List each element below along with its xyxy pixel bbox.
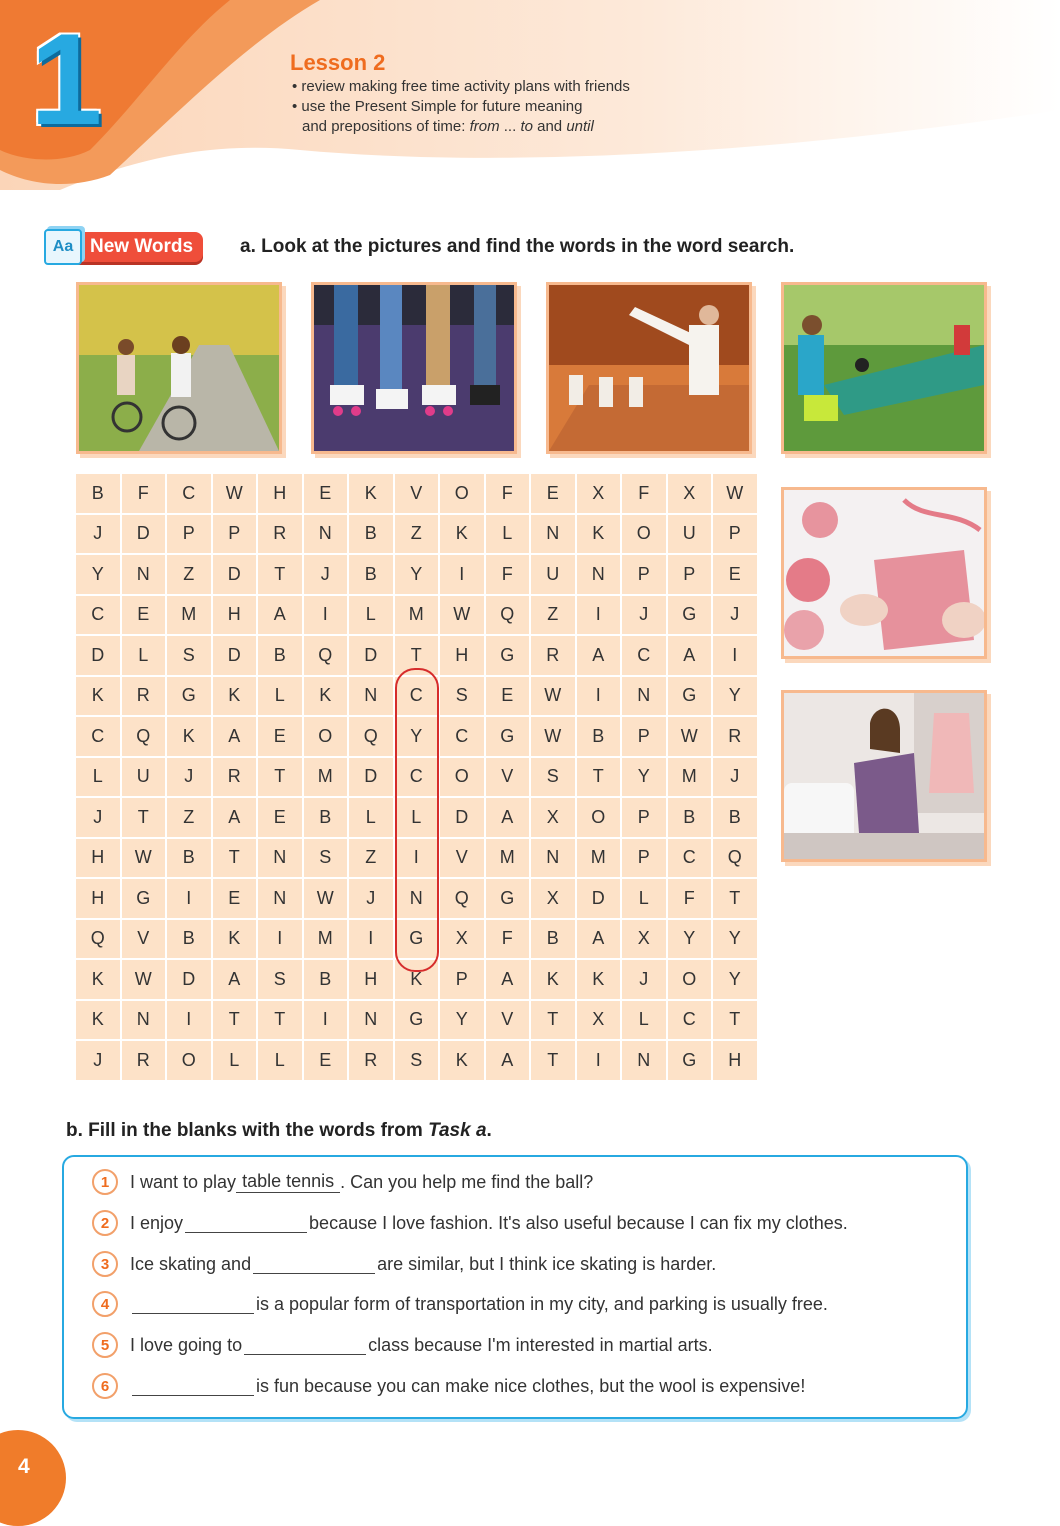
grid-cell[interactable]: J <box>349 879 393 918</box>
grid-cell[interactable]: N <box>349 677 393 716</box>
grid-cell[interactable]: S <box>440 677 484 716</box>
grid-cell[interactable]: Z <box>531 596 575 635</box>
grid-cell[interactable]: D <box>349 636 393 675</box>
grid-cell[interactable]: A <box>213 798 257 837</box>
grid-cell[interactable]: M <box>395 596 439 635</box>
grid-cell[interactable]: F <box>486 474 530 513</box>
sewing-photo <box>781 690 987 862</box>
fill-in-box <box>62 1155 968 1419</box>
grid-cell[interactable]: M <box>577 839 621 878</box>
task-b-instruction <box>66 1120 492 1142</box>
sentence-3 <box>92 1251 716 1277</box>
grid-cell[interactable]: V <box>440 839 484 878</box>
answer-blank[interactable] <box>253 1255 375 1274</box>
grid-cell[interactable]: D <box>76 636 120 675</box>
grid-cell[interactable]: O <box>167 1041 211 1080</box>
grid-cell[interactable]: R <box>531 636 575 675</box>
sentence-6 <box>92 1373 805 1399</box>
grid-cell[interactable]: X <box>440 920 484 959</box>
sentence-text: is a popular form of transportation in my city, and parking is usually free. <box>256 1293 828 1314</box>
sentence-text: I enjoy <box>130 1212 184 1233</box>
grid-cell[interactable]: K <box>440 515 484 554</box>
grid-cell[interactable]: Q <box>304 636 348 675</box>
cycling-photo <box>76 282 282 454</box>
grid-cell[interactable]: N <box>577 555 621 594</box>
grid-cell[interactable]: G <box>668 1041 712 1080</box>
grid-cell[interactable]: I <box>577 1041 621 1080</box>
grid-cell[interactable]: A <box>258 596 302 635</box>
grid-cell[interactable]: T <box>713 879 757 918</box>
grid-cell[interactable]: P <box>622 798 666 837</box>
grid-cell[interactable]: G <box>486 717 530 756</box>
grid-cell[interactable]: U <box>531 555 575 594</box>
sentence-1 <box>92 1169 593 1195</box>
grid-cell[interactable]: O <box>440 758 484 797</box>
grid-cell[interactable]: H <box>713 1041 757 1080</box>
grid-cell[interactable]: K <box>531 960 575 999</box>
grid-cell[interactable]: Q <box>349 717 393 756</box>
grid-cell[interactable]: A <box>577 920 621 959</box>
sentence-text: I love going to <box>130 1334 243 1355</box>
sentence-2 <box>92 1210 848 1236</box>
grid-cell[interactable]: P <box>440 960 484 999</box>
grid-cell[interactable]: E <box>213 879 257 918</box>
objective-1: • review making free time activity plans with friends <box>292 78 630 95</box>
grid-cell[interactable]: D <box>122 515 166 554</box>
grid-cell[interactable]: W <box>531 677 575 716</box>
grid-cell[interactable]: J <box>713 596 757 635</box>
task-a-instruction: a. Look at the pictures and find the words in the word search. <box>240 236 795 257</box>
grid-cell[interactable]: V <box>122 920 166 959</box>
knitting-photo <box>781 487 987 659</box>
grid-cell[interactable]: H <box>349 960 393 999</box>
answer-blank[interactable] <box>185 1214 307 1233</box>
grid-cell[interactable]: S <box>395 1041 439 1080</box>
grid-cell[interactable]: J <box>713 758 757 797</box>
item-number: 5 <box>92 1332 118 1358</box>
grid-cell[interactable]: M <box>167 596 211 635</box>
grid-cell[interactable]: T <box>213 1001 257 1040</box>
item-number: 6 <box>92 1373 118 1399</box>
grid-cell[interactable]: F <box>668 879 712 918</box>
task-b-prefix: b. Fill in the blanks with the words from <box>66 1120 429 1141</box>
grid-cell[interactable]: F <box>122 474 166 513</box>
roller-skating-photo <box>311 282 517 454</box>
word-circle-highlight <box>395 668 439 972</box>
grid-cell[interactable]: Z <box>167 555 211 594</box>
page-number-circle <box>0 1430 66 1526</box>
grid-cell[interactable]: G <box>395 1001 439 1040</box>
grid-cell[interactable]: N <box>349 1001 393 1040</box>
grid-cell[interactable]: B <box>258 636 302 675</box>
grid-cell[interactable]: E <box>304 474 348 513</box>
grid-cell[interactable]: I <box>713 636 757 675</box>
grid-cell[interactable]: K <box>76 960 120 999</box>
grid-cell[interactable]: N <box>531 515 575 554</box>
grid-cell[interactable]: D <box>167 960 211 999</box>
grid-cell[interactable]: C <box>668 839 712 878</box>
grid-cell[interactable]: B <box>167 920 211 959</box>
grid-cell[interactable]: T <box>395 636 439 675</box>
grid-cell[interactable]: W <box>122 839 166 878</box>
grid-cell[interactable]: Y <box>622 758 666 797</box>
grid-cell[interactable]: K <box>440 1041 484 1080</box>
grid-cell[interactable]: Y <box>395 555 439 594</box>
grid-cell[interactable]: W <box>440 596 484 635</box>
grid-cell[interactable]: Q <box>713 839 757 878</box>
grid-cell[interactable]: R <box>349 1041 393 1080</box>
grid-cell[interactable]: L <box>213 1041 257 1080</box>
grid-cell[interactable]: M <box>668 758 712 797</box>
grid-cell[interactable]: K <box>167 717 211 756</box>
grid-cell[interactable]: B <box>349 555 393 594</box>
grid-cell[interactable]: G <box>167 677 211 716</box>
sentence-text: class because I'm interested in martial arts. <box>368 1334 713 1355</box>
grid-cell[interactable]: B <box>668 798 712 837</box>
grid-cell[interactable]: H <box>258 474 302 513</box>
grid-cell[interactable]: Y <box>76 555 120 594</box>
grid-cell[interactable]: I <box>577 677 621 716</box>
grid-cell[interactable]: I <box>577 596 621 635</box>
grid-cell[interactable]: C <box>622 636 666 675</box>
grid-cell[interactable]: M <box>304 758 348 797</box>
grid-cell[interactable]: X <box>622 920 666 959</box>
grid-cell[interactable]: I <box>304 1001 348 1040</box>
grid-cell[interactable]: N <box>122 555 166 594</box>
grid-cell[interactable]: L <box>76 758 120 797</box>
grid-cell[interactable]: L <box>395 798 439 837</box>
grid-cell[interactable]: B <box>531 920 575 959</box>
grid-cell[interactable]: D <box>577 879 621 918</box>
grid-cell[interactable]: T <box>258 758 302 797</box>
grid-cell[interactable]: U <box>668 515 712 554</box>
grid-cell[interactable]: K <box>395 960 439 999</box>
grid-cell[interactable]: Y <box>440 1001 484 1040</box>
new-words-badge <box>44 229 203 265</box>
grid-cell[interactable]: L <box>258 677 302 716</box>
grid-cell[interactable]: J <box>622 596 666 635</box>
grid-cell[interactable]: L <box>622 1001 666 1040</box>
grid-cell[interactable]: Q <box>76 920 120 959</box>
table-tennis-photo <box>781 282 987 454</box>
task-b-italic: Task a <box>428 1120 487 1141</box>
grid-cell[interactable]: G <box>486 636 530 675</box>
answer-blank[interactable] <box>244 1336 366 1355</box>
objective-3: and prepositions of time: from ... to and until <box>302 118 594 135</box>
grid-cell[interactable]: J <box>304 555 348 594</box>
grid-cell[interactable]: B <box>349 515 393 554</box>
grid-cell[interactable]: I <box>304 596 348 635</box>
grid-cell[interactable]: E <box>486 677 530 716</box>
grid-cell[interactable]: T <box>577 758 621 797</box>
grid-cell[interactable]: C <box>440 717 484 756</box>
grid-cell[interactable]: K <box>213 677 257 716</box>
grid-cell[interactable]: X <box>531 879 575 918</box>
grid-cell[interactable]: P <box>622 555 666 594</box>
grid-cell[interactable]: W <box>531 717 575 756</box>
grid-cell[interactable]: J <box>76 515 120 554</box>
grid-cell[interactable]: H <box>213 596 257 635</box>
grid-cell[interactable]: P <box>167 515 211 554</box>
grid-cell[interactable]: W <box>304 879 348 918</box>
grid-cell[interactable]: K <box>76 677 120 716</box>
sentence-4 <box>92 1291 828 1317</box>
grid-cell[interactable]: W <box>713 474 757 513</box>
task-b-suffix: . <box>486 1120 492 1141</box>
grid-cell[interactable]: V <box>486 1001 530 1040</box>
grid-cell[interactable]: R <box>122 1041 166 1080</box>
item-number: 2 <box>92 1210 118 1236</box>
sentence-text: because I love fashion. It's also useful because I can fix my clothes. <box>309 1212 848 1233</box>
grid-cell[interactable]: T <box>531 1001 575 1040</box>
grid-cell[interactable]: E <box>304 1041 348 1080</box>
grid-cell[interactable]: R <box>258 515 302 554</box>
grid-cell[interactable]: F <box>622 474 666 513</box>
grid-cell[interactable]: R <box>122 677 166 716</box>
grid-cell[interactable]: O <box>577 798 621 837</box>
grid-cell[interactable]: J <box>622 960 666 999</box>
grid-cell[interactable]: Q <box>440 879 484 918</box>
karate-photo <box>546 282 752 454</box>
item-number: 3 <box>92 1251 118 1277</box>
grid-cell[interactable]: J <box>167 758 211 797</box>
grid-cell[interactable]: T <box>258 1001 302 1040</box>
grid-cell[interactable]: N <box>395 879 439 918</box>
grid-cell[interactable]: M <box>486 839 530 878</box>
grid-cell[interactable]: C <box>167 474 211 513</box>
grid-cell[interactable]: Y <box>395 717 439 756</box>
grid-cell[interactable]: N <box>258 879 302 918</box>
sentence-text: are similar, but I think ice skating is harder. <box>377 1253 717 1274</box>
grid-cell[interactable]: A <box>668 636 712 675</box>
grid-cell[interactable]: T <box>213 839 257 878</box>
grid-cell[interactable]: Y <box>713 960 757 999</box>
grid-cell[interactable]: N <box>622 1041 666 1080</box>
grid-cell[interactable]: Z <box>395 515 439 554</box>
grid-cell[interactable]: Q <box>486 596 530 635</box>
grid-cell[interactable]: K <box>349 474 393 513</box>
grid-cell[interactable]: N <box>304 515 348 554</box>
new-words-label: New Words <box>78 232 203 262</box>
grid-cell[interactable]: I <box>395 839 439 878</box>
grid-cell[interactable]: C <box>76 717 120 756</box>
grid-cell[interactable]: D <box>213 636 257 675</box>
sentence-text: Ice skating and <box>130 1253 252 1274</box>
grid-cell[interactable]: L <box>486 515 530 554</box>
grid-cell[interactable]: T <box>531 1041 575 1080</box>
grid-cell[interactable]: G <box>395 920 439 959</box>
grid-cell[interactable]: L <box>122 636 166 675</box>
grid-cell[interactable]: D <box>213 555 257 594</box>
grid-cell[interactable]: T <box>258 555 302 594</box>
grid-cell[interactable]: H <box>76 839 120 878</box>
grid-cell[interactable]: I <box>167 879 211 918</box>
grid-cell[interactable]: T <box>713 1001 757 1040</box>
grid-cell[interactable]: S <box>258 960 302 999</box>
answer-blank[interactable] <box>132 1377 254 1396</box>
grid-cell[interactable]: V <box>395 474 439 513</box>
grid-cell[interactable]: C <box>395 677 439 716</box>
grid-cell[interactable]: J <box>76 798 120 837</box>
grid-cell[interactable]: P <box>713 515 757 554</box>
grid-cell[interactable]: K <box>577 515 621 554</box>
grid-cell[interactable]: B <box>304 798 348 837</box>
grid-cell[interactable]: L <box>349 596 393 635</box>
grid-cell[interactable]: A <box>486 798 530 837</box>
grid-cell[interactable]: S <box>304 839 348 878</box>
grid-cell[interactable]: I <box>258 920 302 959</box>
grid-cell[interactable]: C <box>668 1001 712 1040</box>
grid-cell[interactable]: B <box>304 960 348 999</box>
grid-cell[interactable]: O <box>622 515 666 554</box>
grid-cell[interactable]: T <box>122 798 166 837</box>
grid-cell[interactable]: J <box>76 1041 120 1080</box>
grid-cell[interactable]: D <box>440 798 484 837</box>
grid-cell[interactable]: G <box>486 879 530 918</box>
grid-cell[interactable]: Z <box>349 839 393 878</box>
grid-cell[interactable]: S <box>167 636 211 675</box>
grid-cell[interactable]: L <box>349 798 393 837</box>
item-number: 1 <box>92 1169 118 1195</box>
lesson-objectives <box>292 77 630 137</box>
grid-cell[interactable]: I <box>349 920 393 959</box>
grid-cell[interactable]: C <box>395 758 439 797</box>
grid-cell[interactable]: A <box>213 960 257 999</box>
grid-cell[interactable]: E <box>258 717 302 756</box>
grid-cell[interactable]: A <box>486 960 530 999</box>
grid-cell[interactable]: N <box>622 677 666 716</box>
grid-cell[interactable]: D <box>349 758 393 797</box>
grid-cell[interactable]: O <box>440 474 484 513</box>
grid-cell[interactable]: E <box>122 596 166 635</box>
unit-number: 1 <box>30 6 103 152</box>
page-number: 4 <box>18 1455 30 1478</box>
grid-cell[interactable]: B <box>713 798 757 837</box>
answer-blank[interactable]: table tennis <box>236 1171 340 1193</box>
grid-cell[interactable]: Q <box>122 717 166 756</box>
grid-cell[interactable]: O <box>668 960 712 999</box>
grid-cell[interactable]: W <box>213 474 257 513</box>
grid-cell[interactable]: E <box>713 555 757 594</box>
grid-cell[interactable]: X <box>577 1001 621 1040</box>
grid-cell[interactable]: L <box>258 1041 302 1080</box>
grid-cell[interactable]: F <box>486 920 530 959</box>
grid-cell[interactable]: G <box>668 677 712 716</box>
grid-cell[interactable]: P <box>622 839 666 878</box>
grid-cell[interactable]: P <box>622 717 666 756</box>
grid-cell[interactable]: K <box>577 960 621 999</box>
grid-cell[interactable]: N <box>258 839 302 878</box>
grid-cell[interactable]: B <box>577 717 621 756</box>
grid-cell[interactable]: X <box>531 798 575 837</box>
grid-cell[interactable]: A <box>577 636 621 675</box>
grid-cell[interactable]: K <box>76 1001 120 1040</box>
grid-cell[interactable]: Z <box>167 798 211 837</box>
grid-cell[interactable]: I <box>440 555 484 594</box>
grid-cell[interactable]: S <box>531 758 575 797</box>
grid-cell[interactable]: B <box>167 839 211 878</box>
grid-cell[interactable]: P <box>668 555 712 594</box>
grid-cell[interactable]: F <box>486 555 530 594</box>
grid-cell[interactable]: H <box>76 879 120 918</box>
grid-cell[interactable]: X <box>668 474 712 513</box>
grid-cell[interactable]: O <box>304 717 348 756</box>
grid-cell[interactable]: Y <box>668 920 712 959</box>
grid-cell[interactable]: P <box>213 515 257 554</box>
grid-cell[interactable]: N <box>531 839 575 878</box>
grid-cell[interactable]: A <box>213 717 257 756</box>
grid-cell[interactable]: X <box>577 474 621 513</box>
grid-cell[interactable]: K <box>213 920 257 959</box>
item-number: 4 <box>92 1291 118 1317</box>
grid-cell[interactable]: E <box>531 474 575 513</box>
grid-cell[interactable]: Y <box>713 677 757 716</box>
lesson-title: Lesson 2 <box>290 50 386 75</box>
grid-cell[interactable]: W <box>122 960 166 999</box>
grid-cell[interactable]: L <box>622 879 666 918</box>
grid-cell[interactable]: A <box>486 1041 530 1080</box>
grid-cell[interactable]: R <box>213 758 257 797</box>
sentence-text: is fun because you can make nice clothes, but the wool is expensive! <box>256 1375 806 1396</box>
grid-cell[interactable]: H <box>440 636 484 675</box>
grid-cell[interactable]: M <box>304 920 348 959</box>
objective-2: • use the Present Simple for future meaning <box>292 98 583 115</box>
vocabulary-icon: Aa <box>44 229 82 265</box>
grid-cell[interactable]: W <box>668 717 712 756</box>
sentence-5 <box>92 1332 713 1358</box>
grid-cell[interactable]: R <box>713 717 757 756</box>
sentence-text: I want to play <box>130 1171 237 1192</box>
grid-cell[interactable]: K <box>304 677 348 716</box>
answer-blank[interactable] <box>132 1295 254 1314</box>
grid-cell[interactable]: I <box>167 1001 211 1040</box>
grid-cell[interactable]: C <box>76 596 120 635</box>
grid-cell[interactable]: Y <box>713 920 757 959</box>
grid-cell[interactable]: G <box>668 596 712 635</box>
grid-cell[interactable]: V <box>486 758 530 797</box>
sentence-text: . Can you help me find the ball? <box>340 1171 594 1192</box>
grid-cell[interactable]: U <box>122 758 166 797</box>
grid-cell[interactable]: N <box>122 1001 166 1040</box>
grid-cell[interactable]: B <box>76 474 120 513</box>
grid-cell[interactable]: G <box>122 879 166 918</box>
grid-cell[interactable]: E <box>258 798 302 837</box>
